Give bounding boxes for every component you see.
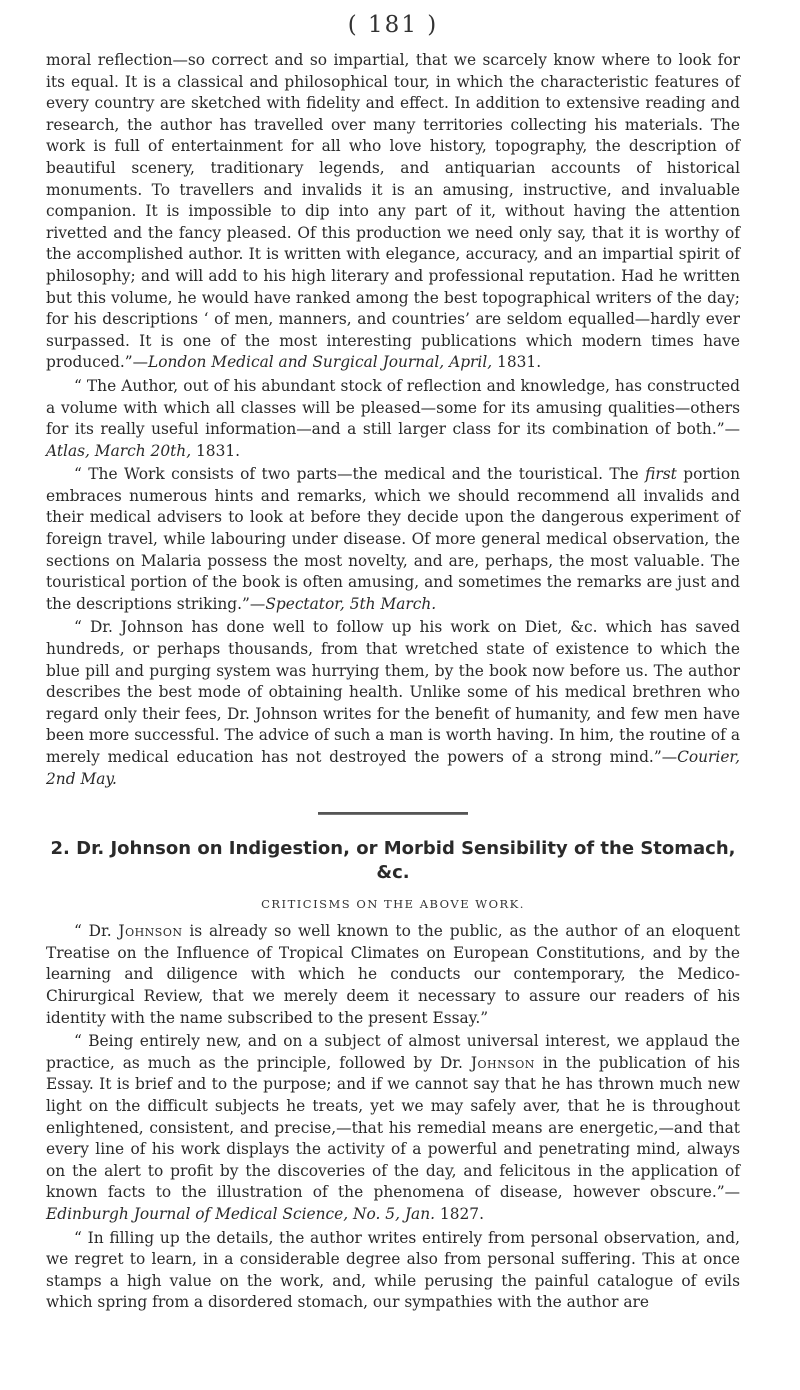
source-citation: Spectator, 5th March. [265,594,437,613]
paragraph-text: “ The Author, out of his abundant stock of reflection and knowledge, has constructed a volume with which all classes will be pleased—some for its amusing qualities—others for its really useful information—and a still larger class for its combination of both.”— [46,376,740,439]
section-divider [318,812,468,815]
source-citation: Edinburgh Journal of Medical Science, No. 5, Jan. [46,1204,436,1223]
paragraph-text: portion embraces numerous hints and remarks, which we should recommend all invalids and their medical advisers to look at before they decide upon the dangerous experiment of foreign travel, while labouring under disease. Of more general medical observation, the sections on Malaria possess the most novelty, and are, perhaps, the most valuable. The touristical portion of the book is often amusing, and sometimes the remarks are just and the descriptions striking.”— [46,465,740,613]
paragraph-text: “ Being entirely new, and on a subject of almost universal interest, we applaud the practice, as much as the principle, followed by Dr. [46,1032,740,1072]
paragraph-text: “ Dr. [74,922,119,941]
citation-year: 1827. [435,1204,484,1223]
medico-chirurgical-review-paragraph [46,921,740,1029]
paragraph-text: moral reflection—so correct and so impartial, that we scarcely know where to look for its equal. It is a classical and philosophical tour, in which the characteristic features of every country are sketched with fidelity and effect. In addition to extensive reading and research, the author has travelled over many territories collecting his materials. The work is full of entertainment for all who love history, topography, the description of beautiful scenery, traditionary legends, and antiquarian accounts of historical monuments. To travellers and invalids it is an amusing, instructive, and invaluable companion. It is impossible to dip into any part of it, without having the attention rivetted and the fancy pleased. Of this production we need only say, that it is worthy of the accomplished author. It is written with elegance, accuracy, and an impartial spirit of philosophy; and will add to his high literary and professional reputation. Had he written but this volume, he would have ranked among the best topographical writers of the day; for his descriptions ‘ of men, manners, and countries’ are seldom equalled—hardly ever surpassed. It is one of the most interesting publications which modern times have produced.”— [46,51,740,372]
paragraph-text: “ In filling up the details, the author writes entirely from personal observation, and, we regret to learn, in a considerable degree also from personal suffering. This at once stamps a high value on the work, and, while perusing the painful catalogue of evils which spring from a disordered stomach, our sympathies with the author are [46,1228,740,1312]
section-subheading: CRITICISMS ON THE ABOVE WORK. [261,897,525,912]
section-heading: 2. Dr. Johnson on Indigestion, or Morbid Sensibility of the Stomach, &c. [50,838,736,884]
personal-observation-paragraph [46,1228,740,1314]
courier-review-paragraph [46,617,740,790]
spectator-review-paragraph [46,464,740,615]
source-citation: London Medical and Surgical Journal, April, [147,353,493,372]
emphasis-word: first [645,465,677,484]
source-citation: Courier, 2nd May. [46,748,740,788]
source-citation: Atlas, March 20th, [46,441,192,460]
page-number: ( 181 ) [347,12,439,38]
citation-year: 1831. [191,441,241,460]
paragraph-text: is already so well known to the public, as the author of an eloquent Treatise on the Influence of Tropical Climates on European Constitutions, and by the learning and diligence with which he conducts our contemporary, the Medico-Chirurgical Review, that we merely deem it necessary to assure our readers of his identity with the name subscribed to the present Essay.” [46,922,740,1027]
author-name: Johnson [470,1053,535,1072]
author-name: Johnson [118,922,183,941]
london-medical-review-paragraph [46,50,740,374]
edinburgh-review-paragraph [46,1031,740,1225]
paragraph-text: in the publication of his Essay. It is brief and to the purpose; and if we cannot say that he has thrown much new light on the difficult subjects he treats, yet we may safely aver, that he is throughout enlightened, consistent, and precise,—that his remedial means are energetic,—and that every line of his work displays the activity of a powerful and penetrating mind, always on the alert to profit by the discoveries of the day, and felicitous in the application of known facts to the illustration of the phenomena of disease, however obscure.”— [46,1053,740,1202]
atlas-review-paragraph [46,376,740,462]
paragraph-text: “ The Work consists of two parts—the medical and the touristical. The [74,465,646,484]
citation-year: 1831. [492,353,542,372]
paragraph-text: “ Dr. Johnson has done well to follow up his work on Diet, &c. which has saved hundreds, or perhaps thousands, from that wretched state of existence to which the blue pill and purging system was hurrying them, by the book now before us. The author describes the best mode of obtaining health. Unlike some of his medical brethren who regard only their fees, Dr. Johnson writes for the benefit of humanity, and few men have been more successful. The advice of such a man is worth having. In him, the routine of a merely medical education has not destroyed the powers of a strong mind.”— [46,618,740,766]
